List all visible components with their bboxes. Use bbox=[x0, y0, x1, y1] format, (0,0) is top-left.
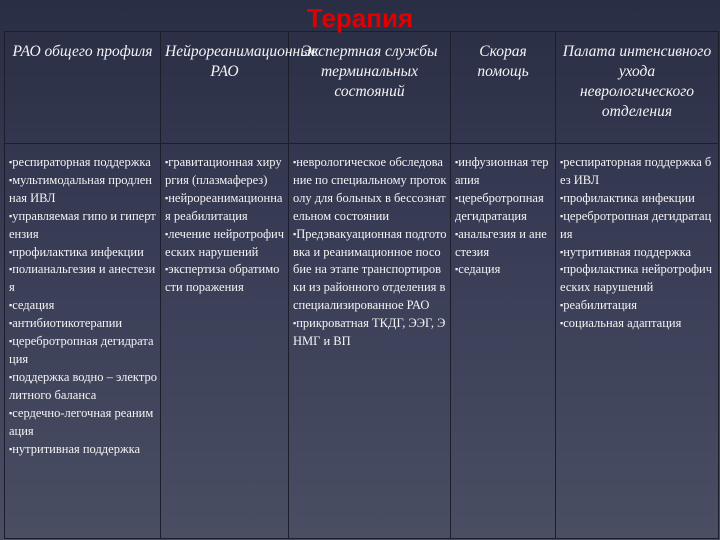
list-item bbox=[165, 261, 285, 297]
bullet-icon: ▪ bbox=[560, 246, 564, 257]
content-row bbox=[5, 144, 719, 539]
list-item-text: седация bbox=[458, 262, 501, 277]
table-cell bbox=[451, 144, 556, 539]
bullet-icon: ▪ bbox=[455, 264, 459, 275]
bullet-icon: ▪ bbox=[9, 336, 13, 347]
column-header: Экспертная службы терминальных состояний bbox=[289, 32, 451, 144]
bullet-icon: ▪ bbox=[455, 192, 459, 203]
list-item-text: церебротропная дегидратация bbox=[560, 208, 712, 241]
list-item bbox=[9, 333, 157, 369]
bullet-icon: ▪ bbox=[165, 264, 169, 275]
list-item-text: церебротропная дегидратация bbox=[9, 334, 154, 366]
bullet-icon: ▪ bbox=[9, 300, 13, 311]
list-item bbox=[9, 208, 157, 244]
list-item-text: профилактика инфекции bbox=[12, 244, 144, 259]
slide-title: Терапия bbox=[306, 3, 414, 33]
bullet-icon: ▪ bbox=[9, 407, 13, 418]
list-item bbox=[9, 441, 157, 459]
bullet-icon: ▪ bbox=[293, 318, 297, 329]
list-item-text: анальгезия и анестезия bbox=[455, 226, 547, 259]
list-item-text: профилактика инфекции bbox=[563, 190, 695, 205]
list-item bbox=[560, 208, 715, 244]
list-item-text: респираторная поддержка bbox=[12, 155, 151, 169]
list-item bbox=[9, 244, 157, 262]
list-item-text: управляемая гипо и гипертензия bbox=[9, 208, 156, 241]
bullet-icon: ▪ bbox=[560, 157, 564, 167]
list-item-text: поддержка водно – электролитного баланса bbox=[9, 369, 157, 402]
list-item bbox=[293, 154, 447, 226]
bullet-icon: ▪ bbox=[9, 443, 13, 454]
list-item-text: нутритивная поддержка bbox=[12, 441, 141, 456]
list-item bbox=[165, 154, 285, 190]
list-item-text: полианальгезия и анестезия bbox=[9, 262, 156, 295]
list-item-text: Предэвакуационная подготовка и реанимационное пособие на этапе транспортировки из районного отделения в специализированное РАО bbox=[293, 226, 447, 313]
list-item bbox=[9, 405, 157, 441]
list-item-text: гравитационная хирургия (плазмаферез) bbox=[165, 155, 282, 187]
bullet-icon: ▪ bbox=[560, 264, 564, 275]
bullet-icon: ▪ bbox=[455, 157, 459, 167]
bullet-icon: ▪ bbox=[293, 228, 297, 239]
list-item bbox=[9, 315, 157, 333]
list-item bbox=[560, 244, 715, 262]
table-cell bbox=[5, 144, 161, 539]
table-cell bbox=[289, 144, 451, 539]
list-item bbox=[293, 226, 447, 316]
bullet-icon: ▪ bbox=[560, 300, 564, 311]
list-item bbox=[560, 154, 715, 190]
bullet-icon: ▪ bbox=[560, 192, 564, 203]
list-item-text: нутритивная поддержка bbox=[563, 244, 692, 259]
header-row bbox=[5, 32, 719, 144]
column-header: Скорая помощь bbox=[451, 32, 556, 144]
list-item-text: экспертиза обратимости поражения bbox=[165, 262, 280, 295]
list-item-text: лечение нейротрофических нарушений bbox=[165, 226, 285, 259]
list-item bbox=[455, 226, 552, 262]
list-item bbox=[560, 190, 715, 208]
list-item-text: неврологическое обследование по специальному протоколу для больных в бессознательном состоянии bbox=[293, 155, 447, 223]
list-item-text: сердечно-легочная реанимация bbox=[9, 405, 154, 438]
bullet-icon: ▪ bbox=[9, 174, 13, 185]
table-cell bbox=[556, 144, 719, 539]
bullet-icon: ▪ bbox=[293, 157, 297, 167]
column-header: РАО общего профиля bbox=[5, 32, 161, 144]
list-item bbox=[9, 172, 157, 208]
bullet-icon: ▪ bbox=[9, 264, 13, 275]
list-item-text: профилактика нейротрофических нарушений bbox=[560, 262, 713, 295]
list-item bbox=[9, 261, 157, 297]
bullet-icon: ▪ bbox=[560, 210, 564, 221]
bullet-icon: ▪ bbox=[455, 228, 459, 239]
list-item-text: антибиотикотерапии bbox=[12, 316, 123, 331]
bullet-icon: ▪ bbox=[9, 157, 13, 167]
list-item-text: респираторная поддержка без ИВЛ bbox=[560, 155, 712, 187]
list-item bbox=[9, 297, 157, 315]
list-item bbox=[165, 190, 285, 226]
list-item-text: нейрореанимационная реабилитация bbox=[165, 190, 283, 223]
list-item bbox=[455, 154, 552, 190]
table-cell bbox=[161, 144, 289, 539]
list-item bbox=[455, 190, 552, 226]
list-item bbox=[9, 369, 157, 405]
list-item bbox=[560, 315, 715, 333]
list-item-text: мультимодальная продленная ИВЛ bbox=[9, 172, 152, 205]
bullet-icon: ▪ bbox=[9, 246, 13, 257]
column-header: Палата интенсивного ухода неврологического отделения bbox=[556, 32, 719, 144]
list-item bbox=[165, 226, 285, 262]
list-item-text: реабилитация bbox=[563, 298, 637, 313]
list-item bbox=[560, 261, 715, 297]
list-item-text: прикроватная ТКДГ, ЭЭГ, ЭНМГ и ВП bbox=[293, 316, 446, 349]
list-item-text: социальная адаптация bbox=[563, 316, 682, 331]
list-item bbox=[560, 297, 715, 315]
bullet-icon: ▪ bbox=[9, 318, 13, 329]
list-item-text: седация bbox=[12, 298, 55, 313]
bullet-icon: ▪ bbox=[560, 318, 564, 329]
list-item-text: инфузионная терапия bbox=[455, 155, 549, 187]
bullet-icon: ▪ bbox=[165, 157, 169, 167]
list-item bbox=[293, 315, 447, 351]
bullet-icon: ▪ bbox=[165, 192, 169, 203]
bullet-icon: ▪ bbox=[165, 228, 169, 239]
column-header: Нейрореанимационные РАО bbox=[161, 32, 289, 144]
list-item bbox=[455, 261, 552, 279]
bullet-icon: ▪ bbox=[9, 210, 13, 221]
bullet-icon: ▪ bbox=[9, 371, 13, 382]
therapy-table bbox=[4, 31, 719, 539]
list-item bbox=[9, 154, 157, 172]
list-item-text: церебротропная дегидратация bbox=[455, 190, 544, 223]
